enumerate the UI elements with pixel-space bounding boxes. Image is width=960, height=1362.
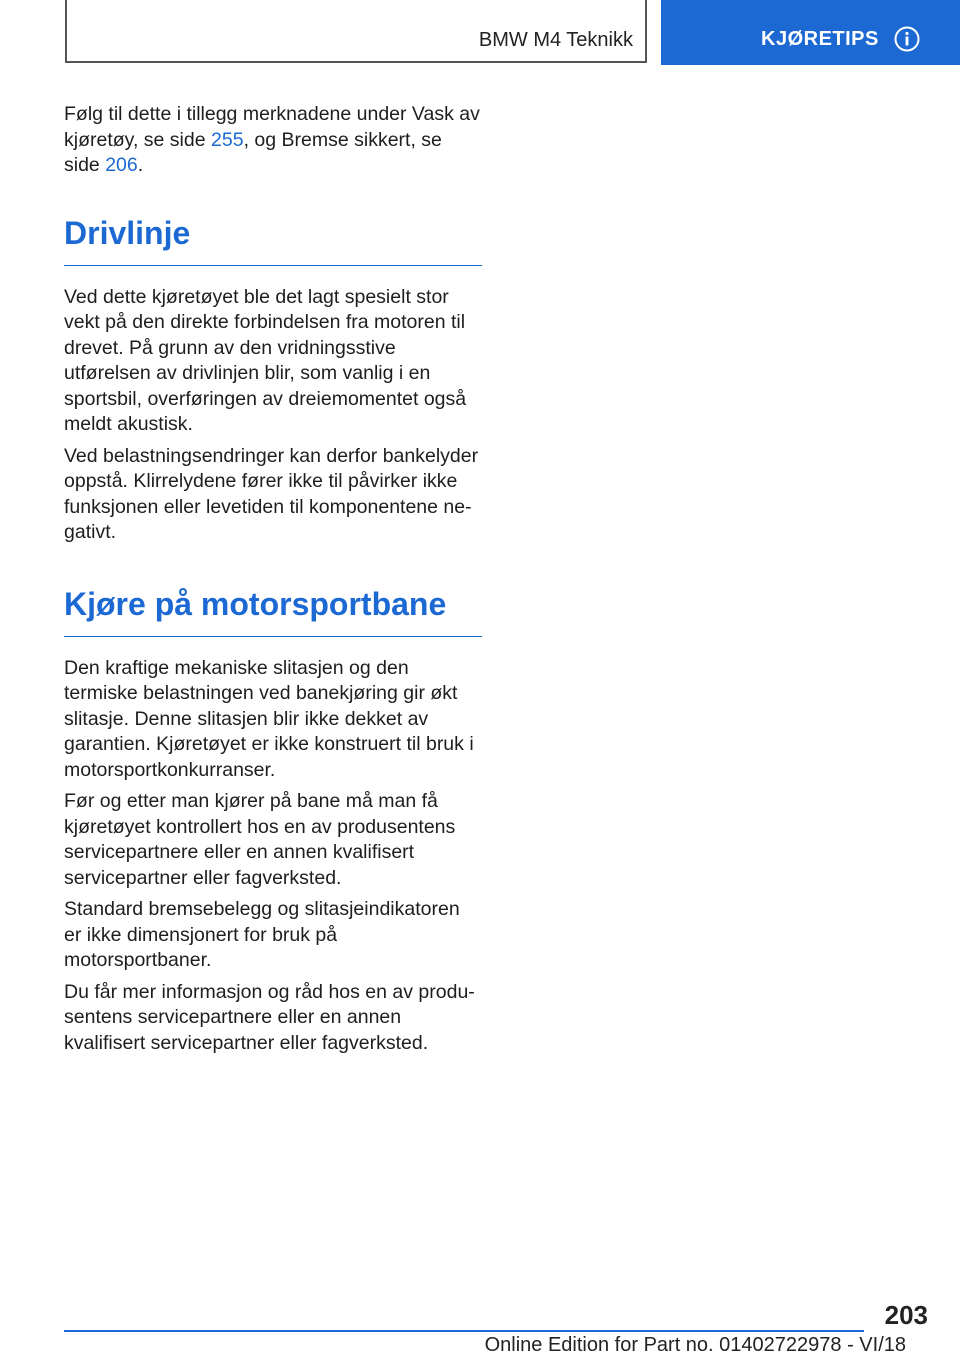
header-section-tab[interactable] [661, 0, 960, 65]
header-manual-title-box [65, 0, 647, 63]
footer-divider [64, 1330, 864, 1332]
motorsportbane-paragraph-2: Før og etter man kjører på bane må man få kjøretøyet kontrollert hos en av produsentens servicepartnere eller en annen kvalifisert servicepartner eller fagverksted. [64, 790, 456, 889]
motorsportbane-paragraph-1: Den kraftige mekaniske slitasjen og den termiske belastningen ved banekjøring gir økt slitasje. Denne slitasjen blir ikke dekket av garantien. Kjøretøyet er ikke konstruert til bruk i motorsportkonkurranser. [64, 656, 474, 781]
section-heading-motorsportbane: Kjøre på motorsportbane [64, 584, 482, 637]
page-link-255[interactable]: 255 [211, 128, 244, 151]
page-content [64, 102, 482, 1056]
edition-text: Online Edition for Part no. 01402722978 - VI/18 [484, 1334, 906, 1356]
page-number: 203 [884, 1300, 928, 1330]
intro-paragraph: Følg til dette i tillegg merknadene under Vask av kjøretøy, se side 255, og Bremse sikkert, se side 206. [64, 103, 480, 176]
info-icon[interactable] [894, 26, 920, 52]
section-label: KJØRETIPS [761, 28, 879, 50]
page-link-206[interactable]: 206 [105, 154, 138, 176]
manual-title: BMW M4 Teknikk [478, 29, 633, 51]
motorsportbane-paragraph-3: Standard bremsebelegg og slitasjeindikatoren er ikke dimensjonert for bruk på motorsportbaner. [64, 898, 460, 971]
motorsportbane-paragraph-4: Du får mer informasjon og råd hos en av produsentens servicepartnere eller en annen kvalifisert servicepartner eller fagverksted. [64, 980, 475, 1054]
drivlinje-paragraph-1: Ved dette kjøretøyet ble det lagt spesielt stor vekt på den direkte forbindelsen fra motoren til drevet. På grunn av den vridningsstive utførelsen av drivlinjen blir, som vanlig i en sportsbil, overføringen av dreiemomentet også meldt akustisk. [64, 285, 467, 435]
drivlinje-paragraph-2: Ved belastningsendringer kan derfor bankelyder oppstå. Klirrelydene fører ikke til påvirker ikke funksjonen eller levetiden til komponentene negativt. [64, 444, 479, 543]
section-heading-drivlinje: Drivlinje [64, 213, 482, 266]
